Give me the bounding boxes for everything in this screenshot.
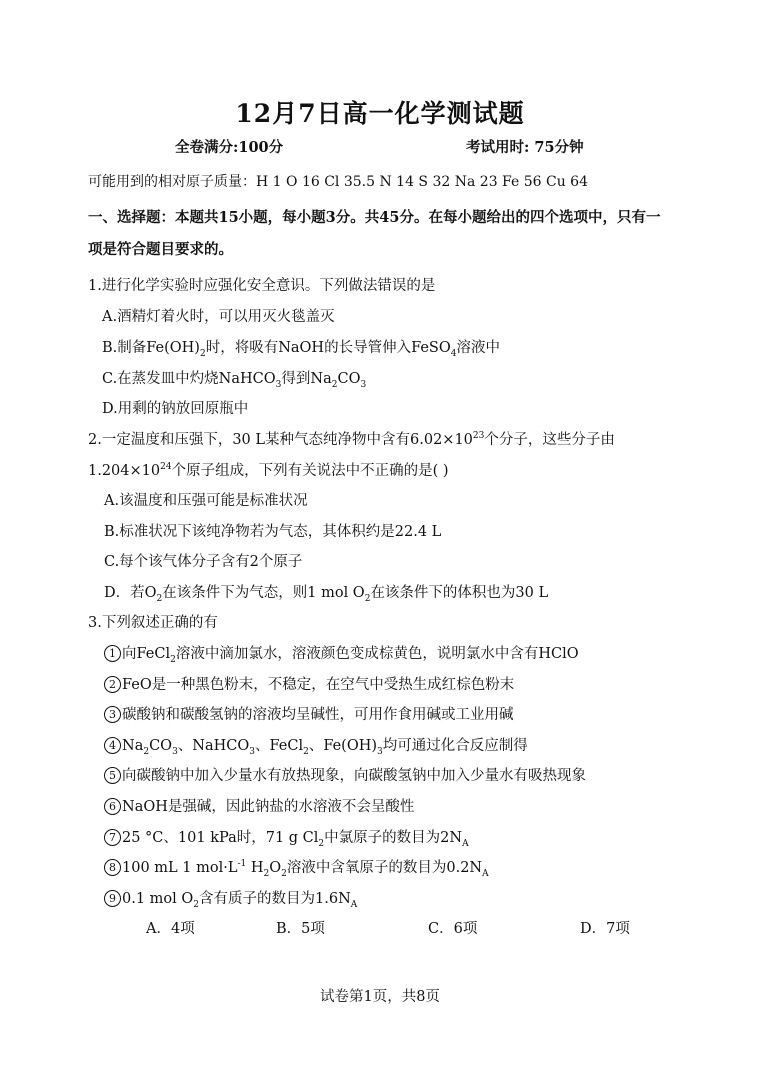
atomic-masses: 可能用到的相对原子质量：H 1 O 16 Cl 35.5 N 14 S 32 Na 23 Fe 56 Cu 64 xyxy=(88,174,588,190)
q3-item-6: 6 NaOH是强碱，因此钠盐的水溶液不会呈酸性 xyxy=(104,797,414,817)
section-intro-line1: 一、选择题：本题共15小题，每小题3分。共45分。在每小题给出的四个选项中，只有一 xyxy=(88,209,661,226)
circled-number-1: 1 xyxy=(104,645,121,662)
circled-number-7: 7 xyxy=(104,829,121,846)
q1-option-d: D.用剩的钠放回原瓶中 xyxy=(102,401,249,417)
q2-option-b: B.标准状况下该纯净物若为气态，其体积约是22.4 L xyxy=(104,524,442,540)
q3-option-b: B．5项 xyxy=(276,921,325,937)
q2-stem-line1: 2.一定温度和压强下，30 L某种气态纯净物中含有$6.02\times 10^{23}$个分子，这些分子由 xyxy=(88,431,615,448)
circled-number-2: 2 xyxy=(104,676,121,693)
q2-option-d: D．若$O_2$在该条件下为气态，则1 mol $O_2$在该条件下的体积也为30 L xyxy=(104,585,549,604)
q3-item-1: 1 向FeCl$_2$溶液中滴加氯水，溶液颜色变成棕黄色，说明氯水中含有HClO xyxy=(104,644,579,664)
q3-item-4: 4 $Na_2CO_3$、NaHCO$_3$、FeCl$_2$、$Fe(OH)_3$均可通过化合反应制得 xyxy=(104,736,528,756)
q3-option-a: A．4项 xyxy=(146,921,195,937)
circled-number-4: 4 xyxy=(104,737,121,754)
q3-item-2: 2 FeO是一种黑色粉末，不稳定，在空气中受热生成红棕色粉末 xyxy=(104,675,514,695)
circled-number-3: 3 xyxy=(104,706,121,723)
section-intro-line2: 项是符合题目要求的。 xyxy=(88,241,233,258)
q3-option-c: C．6项 xyxy=(428,921,478,937)
q3-item-3: 3 碳酸钠和碳酸氢钠的溶液均呈碱性，可用作食用碱或工业用碱 xyxy=(104,705,514,725)
page-footer: 试卷第1页，共8页 xyxy=(320,989,440,1005)
circled-number-6: 6 xyxy=(104,798,121,815)
q2-option-a: A.该温度和压强可能是标准状况 xyxy=(104,493,308,509)
full-score: 全卷满分:100分 xyxy=(175,139,284,156)
q3-item-8: 8 100 mL 1 $mol\cdot L^{-1}$ $H_2O_2$溶液中含氧原子的数目为$0.2N_A$ xyxy=(104,858,489,878)
q3-item-7: 7 25 °C、101 kPa时，71 g $Cl_2$中氯原子的数目为$2N_A$ xyxy=(104,828,469,848)
exam-duration: 考试用时: 75分钟 xyxy=(466,139,584,156)
q2-stem-line2: $1.204\times 10^{24}$个原子组成，下列有关说法中不正确的是( ) xyxy=(88,462,449,479)
q3-stem: 3.下列叙述正确的有 xyxy=(88,615,218,631)
page-title: 12月7日高一化学测试题 xyxy=(235,99,525,128)
q1-stem: 1.进行化学实验时应强化安全意识。下列做法错误的是 xyxy=(88,278,436,294)
circled-number-8: 8 xyxy=(104,859,121,876)
q2-option-c: C.每个该气体分子含有2个原子 xyxy=(104,554,303,570)
q1-option-a: A.酒精灯着火时，可以用灭火毯盖灭 xyxy=(102,309,335,325)
q1-option-b: B.制备$Fe(OH)_2$时，将吸有NaOH的长导管伸入FeSO$_4$溶液中 xyxy=(102,340,500,359)
q3-item-9: 9 0.1 mol $O_2$含有质子的数目为$1.6N_A$ xyxy=(104,889,357,909)
circled-number-9: 9 xyxy=(104,890,121,907)
q1-option-c: C.在蒸发皿中灼烧NaHCO$_3$得到$Na_2CO_3$ xyxy=(102,371,367,390)
q3-option-d: D．7项 xyxy=(580,921,630,937)
q3-item-5: 5 向碳酸钠中加入少量水有放热现象，向碳酸氢钠中加入少量水有吸热现象 xyxy=(104,766,586,786)
circled-number-5: 5 xyxy=(104,767,121,784)
